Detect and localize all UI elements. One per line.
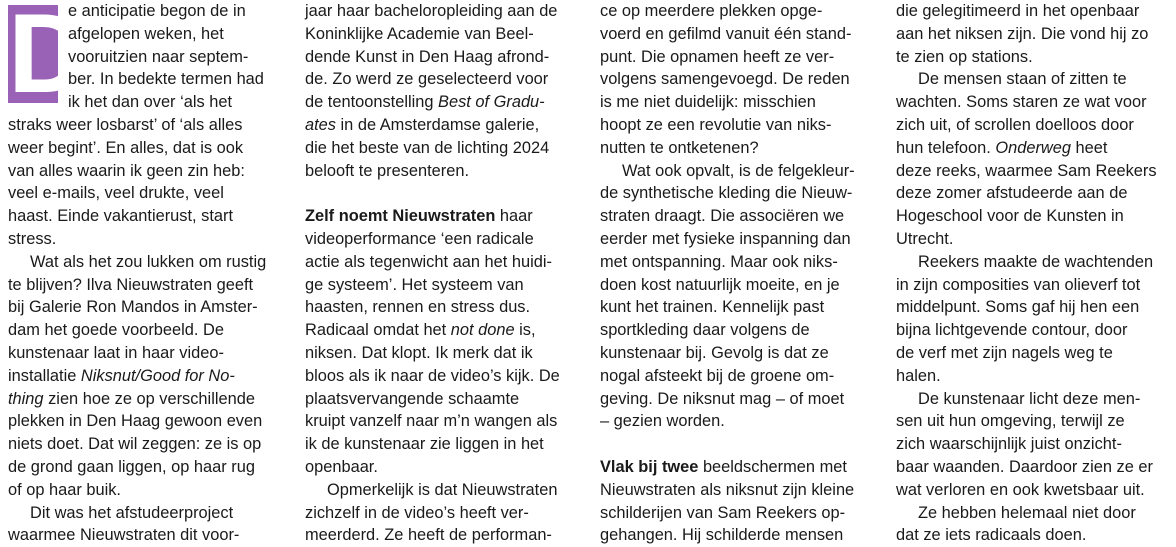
text-line: geving. De niksnut mag – of moet	[600, 389, 845, 408]
drop-cap: D	[8, 0, 89, 116]
text-segment: in de Amsterdamse galerie,	[335, 115, 540, 134]
text-line: straten draagt. Die associëren we	[600, 207, 845, 226]
text-line: Ze hebben helemaal niet door	[918, 503, 1136, 522]
text-line: belooft te presenteren.	[305, 161, 470, 180]
text-line: Wat ook opvalt, is de felgekleur-	[622, 161, 855, 180]
text-segment: de tentoonstelling	[305, 93, 439, 112]
text-line: wat verloren en ook kwetsbaar uit.	[896, 480, 1145, 499]
text-line: ce op meerdere plekken opge-	[600, 2, 823, 20]
text-line: eerder met fysieke inspanning dan	[600, 229, 851, 248]
text-line: punt. Die opnamen heeft ze ver-	[600, 47, 835, 66]
column-4	[896, 0, 1176, 547]
exhibition-title: ates	[305, 115, 336, 134]
text-segment: is,	[514, 321, 536, 340]
text-line	[896, 137, 1176, 160]
section-gap	[600, 433, 880, 456]
text-line: niets doet. Dat wil zeggen: ze is op	[8, 435, 262, 454]
text-line: de. Zo werd ze geselecteerd voor	[305, 70, 549, 89]
text-line: met ontspanning. Maar ook niks-	[600, 252, 838, 271]
text-line: de verf met zijn nagels weg te	[896, 343, 1113, 362]
text-line: zichzelf in de video’s heeft ver-	[305, 503, 529, 522]
text-line	[305, 319, 585, 342]
text-line: bloos als ik naar de video’s kijk. De	[305, 366, 560, 385]
text-line: dende Kunst in Den Haag afrond-	[305, 47, 550, 66]
text-line	[305, 205, 585, 228]
text-line: in zijn composities van olieverf tot	[896, 275, 1141, 294]
text-line: veel e-mails, veel drukte, veel	[8, 184, 224, 203]
text-line: niksen. Dat klopt. Ik merk dat ik	[305, 343, 533, 362]
text-segment: heet	[1070, 138, 1108, 157]
text-segment: hun telefoon.	[896, 138, 996, 157]
text-segment: zien hoe ze op verschillende	[43, 389, 255, 408]
text-line: aan het niksen zijn. Die vond hij zo	[896, 24, 1149, 43]
text-line: Nieuwstraten als niksnut zijn kleine	[600, 480, 855, 499]
artwork-title: thing	[8, 389, 44, 408]
text-line: gehangen. Hij schilderde mensen	[600, 526, 844, 545]
text-line: die gelegitimeerd in het openbaar	[896, 2, 1140, 20]
text-line	[305, 91, 585, 114]
text-line: of op haar buik.	[8, 480, 121, 499]
text-line: Opmerkelijk is dat Nieuwstraten	[327, 480, 558, 499]
text-line: dam het goede voorbeeld. De	[8, 321, 224, 340]
artwork-title: Niksnut/Good for No-	[80, 366, 235, 385]
text-line: nutten te ontketenen?	[600, 138, 759, 157]
text-line: deze reeks, waarmee Sam Reekers	[896, 161, 1157, 180]
text-segment: haar	[495, 207, 533, 226]
text-line: hoopt ze een revolutie van niks-	[600, 115, 832, 134]
exhibition-title: Best of Gradu-	[438, 93, 545, 112]
text-line: meerderd. Ze heeft de performan-	[305, 526, 552, 545]
text-line: dat ze iets radicaals doen.	[896, 526, 1087, 545]
artwork-title: Onderweg	[995, 138, 1071, 157]
text-line: ge systeem’. Het systeem van	[305, 275, 524, 294]
text-line: de synthetische kleding die Nieuw-	[600, 184, 853, 203]
text-line: straks weer losbarst’ of ‘als alles	[8, 115, 243, 134]
text-line: te zien op stations.	[896, 47, 1033, 66]
text-line: Hogeschool voor de Kunsten in	[896, 207, 1124, 226]
text-line: haasten, rennen en stress dus.	[305, 298, 531, 317]
text-line	[8, 365, 288, 388]
text-line: De kunstenaar licht deze men-	[918, 389, 1141, 408]
text-line: afgelopen weken, het	[68, 24, 224, 43]
text-line	[305, 114, 585, 137]
text-line: die het beste van de lichting 2024	[305, 138, 550, 157]
text-line: kunt het trainen. Kennelijk past	[600, 298, 825, 317]
text-line: Utrecht.	[896, 229, 954, 248]
text-line: zich uit, of scrollen doelloos door	[896, 115, 1134, 134]
section-lead: Zelf noemt Nieuwstraten	[305, 207, 496, 226]
text-line: plekken in Den Haag gewoon even	[8, 412, 263, 431]
text-line: Koninklijke Academie van Beel-	[305, 24, 534, 43]
text-line: waarmee Nieuwstraten dit voor-	[8, 526, 240, 545]
text-line: stress.	[8, 229, 57, 248]
text-line: plaatsvervangende schaamte	[305, 389, 520, 408]
text-line: kruipt vanzelf naar m’n wangen als	[305, 412, 558, 431]
text-line: weer begint’. En alles, dat is ook	[8, 138, 244, 157]
text-line	[600, 456, 880, 479]
text-segment: Radicaal omdat het	[305, 321, 451, 340]
text-line: openbaar.	[305, 457, 378, 476]
text-line: wachten. Soms staren ze wat voor	[896, 93, 1147, 112]
text-line: de grond gaan liggen, op haar rug	[8, 457, 255, 476]
text-segment: beeldschermen met	[698, 457, 847, 476]
text-line: van alles waarin ik geen zin heb:	[8, 161, 245, 180]
text-line: bij Galerie Ron Mandos in Amster-	[8, 298, 258, 317]
text-line: ber. In bedekte termen had	[68, 70, 264, 89]
column-3	[600, 0, 880, 547]
text-line	[8, 388, 288, 411]
text-line: vooruitzien naar septem-	[68, 47, 249, 66]
text-line: Wat als het zou lukken om rustig	[30, 252, 267, 271]
text-line: Reekers maakte de wachtenden	[918, 252, 1154, 271]
text-line: De mensen staan of zitten te	[918, 70, 1127, 89]
text-line: jaar haar bacheloropleiding aan de	[305, 2, 558, 20]
text-line: doen kost natuurlijk moeite, en je	[600, 275, 840, 294]
text-line: is me niet duidelijk: misschien	[600, 93, 816, 112]
text-line: haast. Einde vakantierust, start	[8, 207, 234, 226]
text-line: kunstenaar laat in haar video-	[8, 343, 224, 362]
text-line: nogal afsteekt bij de groene om-	[600, 366, 835, 385]
column-1	[8, 0, 288, 547]
text-line: ik de kunstenaar zie liggen in het	[305, 435, 544, 454]
section-lead: Vlak bij twee	[600, 457, 699, 476]
text-segment: installatie	[8, 366, 81, 385]
text-line: middelpunt. Soms gaf hij hen een	[896, 298, 1140, 317]
section-gap	[305, 182, 585, 205]
text-line: – gezien worden.	[600, 412, 725, 431]
text-line: schilderijen van Sam Reekers op-	[600, 503, 846, 522]
text-line: sen uit hun omgeving, terwijl ze	[896, 412, 1125, 431]
text-line: sportkleding daar volgens de	[600, 321, 810, 340]
text-line: Dit was het afstudeerproject	[30, 503, 234, 522]
text-line: kunstenaar bij. Gevolg is dat ze	[600, 343, 829, 362]
text-line: voerd en gefilmd vanuit één stand-	[600, 24, 852, 43]
text-line: halen.	[896, 366, 941, 385]
text-line: videoperformance ‘een radicale	[305, 229, 534, 248]
text-line: zich waarschijnlijk juist onzicht-	[896, 435, 1122, 454]
text-line: actie als tegenwicht aan het huidi-	[305, 252, 552, 271]
text-line: deze zomer afstudeerde aan de	[896, 184, 1128, 203]
column-2	[305, 0, 585, 547]
emphasis: not done	[450, 321, 515, 340]
text-line: ik het dan over ‘als het	[68, 93, 233, 112]
text-line: e anticipatie begon de in	[68, 2, 246, 20]
text-line: te blijven? Ilva Nieuwstraten geeft	[8, 275, 254, 294]
text-line: volgens samengevoegd. De reden	[600, 70, 850, 89]
text-line: bijna lichtgevende contour, door	[896, 321, 1128, 340]
text-line: baar waanden. Daardoor zien ze er	[896, 457, 1153, 476]
